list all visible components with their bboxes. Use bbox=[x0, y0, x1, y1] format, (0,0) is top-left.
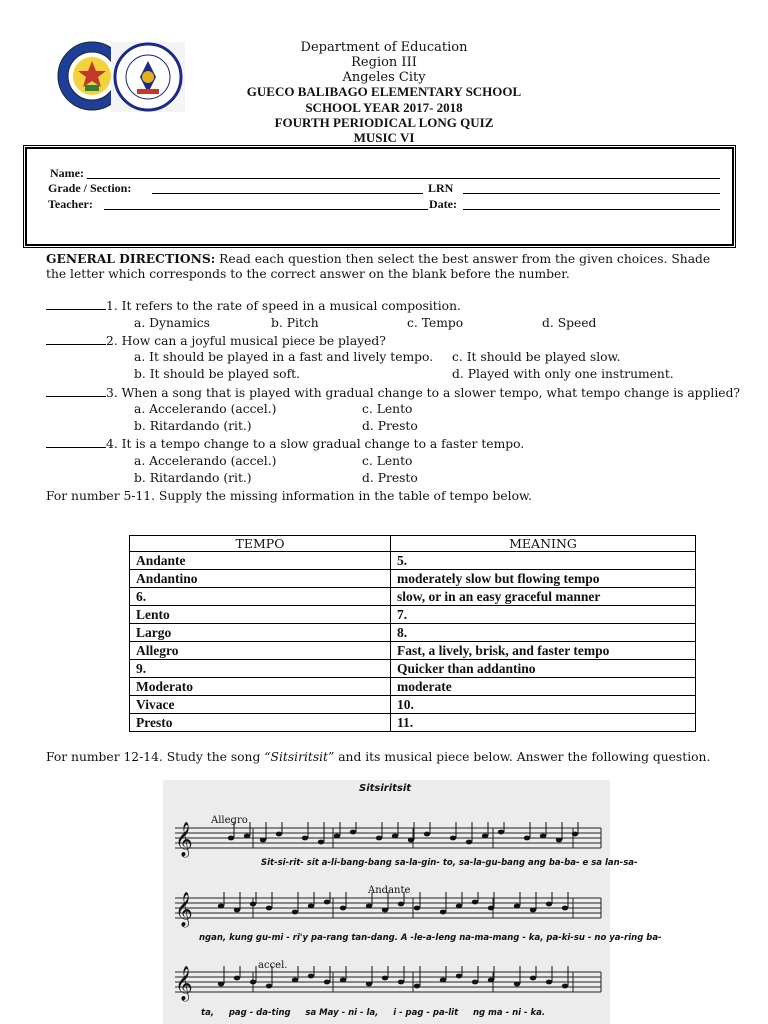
choice-2c: c. It should be played slow. bbox=[452, 350, 621, 364]
meaning-cell: Quicker than addantino bbox=[391, 660, 696, 678]
choice-3d: d. Presto bbox=[362, 419, 418, 433]
city-line: Angeles City bbox=[342, 70, 426, 85]
lyrics-line-2: ngan, kung gu-mi - ri'y pa-rang tan-dang. A -le-a-leng na-ma-mang - ka, pa-ki-su - no ya-ring ba- bbox=[199, 933, 662, 943]
tempo-table bbox=[129, 535, 696, 732]
choice-3b: b. Ritardando (rit.) bbox=[134, 419, 252, 433]
table-row bbox=[130, 678, 696, 696]
meaning-cell: moderately slow but flowing tempo bbox=[391, 570, 696, 588]
answer-blank-1[interactable] bbox=[46, 298, 106, 310]
tempo-cell: Moderato bbox=[130, 678, 391, 696]
lrn-field[interactable] bbox=[463, 193, 720, 194]
choice-3a: a. Accelerando (accel.) bbox=[134, 402, 277, 416]
tempo-cell: Andante bbox=[130, 552, 391, 570]
subject-title: MUSIC VI bbox=[353, 130, 415, 145]
tempo-cell: Lento bbox=[130, 606, 391, 624]
table-row bbox=[130, 588, 696, 606]
score-staves bbox=[163, 780, 610, 1024]
answer-blank-3[interactable] bbox=[46, 385, 106, 397]
tempo-mark-accel: accel. bbox=[258, 960, 288, 971]
choice-2a: a. It should be played in a fast and lively tempo. bbox=[134, 350, 434, 364]
choice-1c: c. Tempo bbox=[407, 316, 464, 330]
table-row bbox=[130, 714, 696, 732]
table-intro: For number 5-11. Supply the missing information in the table of tempo below. bbox=[46, 489, 532, 503]
meaning-cell: slow, or in an easy graceful manner bbox=[391, 588, 696, 606]
choice-2b: b. It should be played soft. bbox=[134, 367, 300, 381]
answer-blank-4[interactable] bbox=[46, 436, 106, 448]
lyrics-line-1: Sit-si-rit- sit a-li-bang-bang sa-la-gin- to, sa-la-gu-bang ang ba-ba- e sa lan-sa- bbox=[261, 858, 638, 868]
svg-text:𝄞: 𝄞 bbox=[175, 892, 193, 927]
date-label: Date: bbox=[429, 197, 457, 211]
choice-4d: d. Presto bbox=[362, 471, 418, 485]
svg-text:𝄞: 𝄞 bbox=[175, 966, 193, 1001]
answer-blank-2[interactable] bbox=[46, 333, 106, 345]
tempo-cell: 6. bbox=[130, 588, 391, 606]
grade-field[interactable] bbox=[152, 193, 423, 194]
meaning-cell: 10. bbox=[391, 696, 696, 714]
meaning-cell: Fast, a lively, brisk, and faster tempo bbox=[391, 642, 696, 660]
svg-text:𝄞: 𝄞 bbox=[175, 822, 193, 857]
grade-label: Grade / Section: bbox=[48, 181, 132, 195]
choice-1b: b. Pitch bbox=[271, 316, 319, 330]
name-field[interactable] bbox=[87, 178, 720, 179]
staff bbox=[175, 892, 601, 928]
tempo-cell: Largo bbox=[130, 624, 391, 642]
table-row bbox=[130, 624, 696, 642]
meaning-cell: 5. bbox=[391, 552, 696, 570]
tempo-cell: Andantino bbox=[130, 570, 391, 588]
dept-line: Department of Education bbox=[300, 40, 468, 55]
choice-4b: b. Ritardando (rit.) bbox=[134, 471, 252, 485]
student-info-box bbox=[23, 145, 736, 248]
tempo-mark-andante: Andante bbox=[368, 885, 411, 896]
name-label: Name: bbox=[50, 166, 84, 180]
question-4: 4. It is a tempo change to a slow gradual change to a faster tempo. bbox=[46, 436, 524, 452]
choice-1a: a. Dynamics bbox=[134, 316, 210, 330]
table-row bbox=[130, 552, 696, 570]
school-year: SCHOOL YEAR 2017- 2018 bbox=[305, 100, 463, 115]
meaning-cell: 7. bbox=[391, 606, 696, 624]
tempo-cell: Allegro bbox=[130, 642, 391, 660]
choice-1d: d. Speed bbox=[542, 316, 597, 330]
staff bbox=[175, 822, 601, 858]
table-row bbox=[130, 570, 696, 588]
song-intro: For number 12-14. Study the song “Sitsiritsit” and its musical piece below. Answer the following question. bbox=[46, 750, 711, 764]
staff bbox=[175, 966, 601, 1002]
choice-4c: c. Lento bbox=[362, 454, 413, 468]
table-header-tempo: TEMPO bbox=[130, 536, 391, 552]
meaning-cell: 8. bbox=[391, 624, 696, 642]
date-field[interactable] bbox=[463, 209, 720, 210]
table-row bbox=[130, 606, 696, 624]
teacher-label: Teacher: bbox=[48, 197, 93, 211]
meaning-cell: moderate bbox=[391, 678, 696, 696]
region-line: Region III bbox=[351, 55, 417, 70]
question-2: 2. How can a joyful musical piece be played? bbox=[46, 333, 386, 349]
table-row bbox=[130, 660, 696, 678]
table-header-meaning: MEANING bbox=[391, 536, 696, 552]
tempo-mark-allegro: Allegro bbox=[211, 815, 248, 826]
school-name: GUECO BALIBAGO ELEMENTARY SCHOOL bbox=[246, 84, 522, 99]
table-row bbox=[130, 642, 696, 660]
choice-3c: c. Lento bbox=[362, 402, 413, 416]
question-1: 1. It refers to the rate of speed in a musical composition. bbox=[46, 298, 461, 314]
question-3: 3. When a song that is played with gradual change to a slower tempo, what tempo change is applied? bbox=[46, 385, 740, 401]
table-row bbox=[130, 696, 696, 714]
music-score bbox=[163, 780, 662, 1024]
quiz-title: FOURTH PERIODICAL LONG QUIZ bbox=[274, 115, 494, 130]
lyrics-line-3: ta, pag - da-ting sa May - ni - la, i - pag - pa-lit ng ma - ni - ka. bbox=[201, 1008, 546, 1018]
meaning-cell: 11. bbox=[391, 714, 696, 732]
directions-title: GENERAL DIRECTIONS: bbox=[46, 251, 216, 266]
choice-2d: d. Played with only one instrument. bbox=[452, 367, 674, 381]
directions-text: Read each question then select the best answer from the given choices. Shade the letter which corresponds to the correct answer on the blank before the number. bbox=[46, 252, 711, 281]
choice-4a: a. Accelerando (accel.) bbox=[134, 454, 277, 468]
teacher-field[interactable] bbox=[104, 209, 428, 210]
song-title-ref: “Sitsiritsit” bbox=[264, 750, 335, 764]
general-directions bbox=[46, 251, 726, 282]
tempo-cell: Vivace bbox=[130, 696, 391, 714]
score-title: Sitsiritsit bbox=[359, 783, 412, 794]
lrn-label: LRN bbox=[428, 181, 454, 195]
tempo-cell: Presto bbox=[130, 714, 391, 732]
tempo-cell: 9. bbox=[130, 660, 391, 678]
